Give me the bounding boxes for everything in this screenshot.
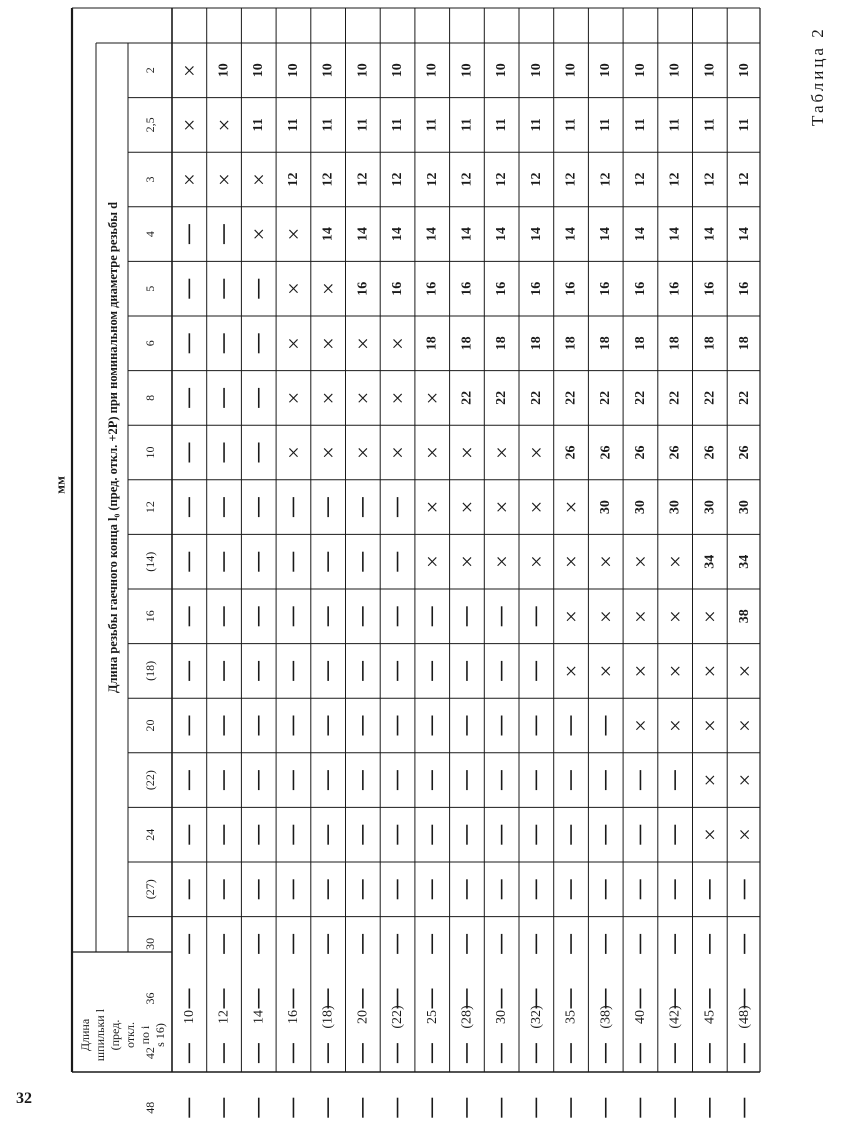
diameter-label: (22): [143, 770, 157, 791]
table-cell: 11: [667, 118, 683, 132]
cross-mark: ×: [703, 767, 717, 793]
table-cell: 11: [494, 118, 510, 132]
table-cell: 11: [390, 118, 406, 132]
table-cell: 10: [528, 63, 544, 78]
cross-mark: ×: [530, 549, 543, 575]
cross-mark: ×: [391, 330, 404, 356]
diameter-label: (27): [143, 879, 157, 900]
length-label: 14: [251, 1010, 267, 1024]
cross-mark: ×: [321, 330, 335, 356]
table-cell: 18: [632, 336, 648, 351]
table-cell: 10: [459, 63, 475, 78]
table-cell: 14: [702, 227, 718, 242]
cross-mark: ×: [183, 112, 196, 138]
table-cell: 14: [459, 227, 475, 242]
table-cell: 16: [737, 281, 753, 296]
table-cell: 11: [459, 118, 475, 132]
table-cell: 10: [251, 63, 267, 78]
table-cell: 12: [355, 172, 371, 187]
table-cell: 38: [737, 609, 753, 624]
diameter-label: 24: [143, 828, 157, 841]
cross-mark: ×: [287, 330, 300, 356]
diameter-label: 16: [143, 610, 157, 623]
table-cell: 10: [737, 63, 753, 78]
table-cell: 22: [667, 390, 683, 405]
table-cell: 34: [737, 554, 753, 569]
table-cell: 16: [355, 281, 371, 296]
table-cell: 10: [320, 63, 336, 78]
length-label: 25: [424, 1010, 440, 1024]
table-cell: 22: [737, 390, 753, 405]
table-cell: 10: [355, 63, 371, 78]
table-cell: 10: [494, 63, 510, 78]
table-cell: 30: [667, 500, 683, 515]
diameter-label: 8: [143, 394, 157, 401]
table-cell: 11: [355, 118, 371, 132]
table-cell: 30: [632, 500, 648, 515]
row-header-line: s 16): [153, 1023, 167, 1047]
table-cell: 11: [320, 118, 336, 132]
table-cell: 14: [494, 227, 510, 242]
length-label: 10: [181, 1010, 197, 1024]
cross-mark: ×: [599, 658, 612, 684]
cross-mark: ×: [668, 713, 682, 738]
table-cell: 11: [528, 118, 544, 132]
table-cell: 11: [702, 118, 718, 132]
table-cell: 18: [737, 336, 753, 351]
cross-mark: ×: [564, 494, 578, 520]
cross-mark: ×: [738, 767, 751, 793]
table-cell: 16: [528, 281, 544, 296]
cross-mark: ×: [703, 822, 717, 848]
table-cell: 16: [598, 281, 614, 296]
cross-mark: ×: [495, 549, 508, 575]
length-label: (48): [737, 1005, 753, 1029]
length-label: (38): [598, 1005, 614, 1029]
table-cell: 22: [494, 390, 510, 405]
cross-mark: ×: [356, 385, 370, 411]
cross-mark: ×: [634, 658, 647, 684]
table-cell: 18: [528, 336, 544, 351]
table-cell: 18: [702, 336, 718, 351]
cross-mark: ×: [564, 549, 578, 575]
table-cell: 12: [632, 172, 648, 187]
diameter-label: 3: [143, 176, 157, 183]
cross-mark: ×: [460, 440, 474, 465]
table-cell: 18: [424, 336, 440, 351]
cross-mark: ×: [217, 167, 231, 192]
table-cell: 16: [632, 281, 648, 296]
table-cell: 10: [285, 63, 301, 78]
table-cell: 22: [598, 390, 614, 405]
row-header-line: шпильки l: [93, 1008, 107, 1062]
table-cell: 10: [424, 63, 440, 78]
length-label: (18): [320, 1005, 336, 1029]
table-cell: 14: [632, 227, 648, 242]
table-cell: 30: [598, 500, 614, 515]
group-header-text: Длина резьбы гаечного конца l₀ (пред. откл. +2P) при номинальном диаметре резьбы d: [106, 201, 120, 694]
table-cell: 12: [494, 172, 510, 187]
cross-mark: ×: [217, 112, 231, 138]
table-cell: 30: [702, 500, 718, 515]
table-cell: 16: [390, 281, 406, 296]
length-label: 40: [632, 1010, 648, 1024]
table-cell: 34: [702, 554, 718, 569]
cross-mark: ×: [495, 440, 508, 465]
cross-mark: ×: [321, 385, 335, 411]
table-cell: 12: [667, 172, 683, 187]
table-cell: 14: [563, 227, 579, 242]
table-cell: 18: [459, 336, 475, 351]
cross-mark: ×: [321, 276, 335, 302]
cross-mark: ×: [426, 549, 439, 575]
row-header-line: по i: [138, 1025, 152, 1045]
table-cell: 22: [563, 390, 579, 405]
table-cell: 12: [459, 172, 475, 187]
row-header-line: Длина: [78, 1018, 92, 1052]
table-cell: 10: [598, 63, 614, 78]
length-label: (22): [390, 1005, 406, 1029]
table-cell: 12: [285, 172, 301, 187]
table-cell: 26: [632, 445, 648, 460]
table-cell: 14: [528, 227, 544, 242]
table-cell: 22: [528, 390, 544, 405]
cross-mark: ×: [530, 494, 543, 520]
table-cell: 16: [424, 281, 440, 296]
length-label: (42): [667, 1005, 683, 1029]
cross-mark: ×: [564, 603, 578, 629]
table-cell: 26: [667, 445, 683, 460]
table-cell: 12: [737, 172, 753, 187]
table-cell: 16: [563, 281, 579, 296]
cross-mark: ×: [634, 603, 647, 629]
table-cell: 14: [667, 227, 683, 242]
length-label: 35: [563, 1010, 579, 1024]
cross-mark: ×: [703, 713, 717, 738]
cross-mark: ×: [252, 221, 265, 247]
length-label: (32): [528, 1005, 544, 1029]
length-label: 16: [285, 1010, 301, 1024]
table-cell: 10: [390, 63, 406, 78]
table-cell: 16: [494, 281, 510, 296]
diameter-label: 2,5: [143, 117, 157, 133]
cross-mark: ×: [356, 330, 370, 356]
cross-mark: ×: [391, 440, 404, 465]
table-cell: 11: [737, 118, 753, 132]
cross-mark: ×: [703, 603, 717, 629]
table-grid: [72, 8, 760, 1072]
diameter-label: (14): [143, 551, 157, 572]
table-cell: 26: [737, 445, 753, 460]
table-cell: 12: [598, 172, 614, 187]
cross-mark: ×: [287, 440, 300, 465]
table-cell: 14: [598, 227, 614, 242]
length-label: 30: [494, 1010, 510, 1024]
table-cell: 18: [667, 336, 683, 351]
cross-mark: ×: [321, 440, 335, 465]
table-cell: 16: [667, 281, 683, 296]
cross-mark: ×: [391, 385, 404, 411]
row-header-line: откл.: [123, 1022, 137, 1048]
page-number: 32: [16, 1090, 32, 1107]
table-cell: 10: [563, 63, 579, 78]
cross-mark: ×: [183, 57, 196, 83]
cross-mark: ×: [668, 603, 682, 629]
cross-mark: ×: [738, 658, 751, 684]
cross-mark: ×: [668, 658, 682, 684]
table-cell: 12: [528, 172, 544, 187]
table-cell: 16: [702, 281, 718, 296]
cross-mark: ×: [564, 658, 578, 684]
cross-mark: ×: [287, 276, 300, 302]
unit-label: мм: [52, 476, 68, 494]
table-cell: 22: [702, 390, 718, 405]
cross-mark: ×: [426, 385, 439, 411]
table-cell: 11: [598, 118, 614, 132]
cross-mark: ×: [287, 221, 300, 247]
table-cell: 18: [494, 336, 510, 351]
length-label: (28): [459, 1005, 475, 1029]
cross-mark: ×: [738, 713, 751, 738]
cross-mark: ×: [426, 440, 439, 465]
cross-mark: ×: [495, 494, 508, 520]
table-cell: 18: [563, 336, 579, 351]
table-caption-text: Таблица 2: [808, 26, 827, 126]
table-cell: 30: [737, 500, 753, 515]
table-cell: 14: [424, 227, 440, 242]
table-cell: 12: [320, 172, 336, 187]
row-header-line: (пред.: [108, 1019, 122, 1051]
table-cell: 12: [563, 172, 579, 187]
diameter-label: 2: [143, 67, 157, 74]
table-cell: 11: [563, 118, 579, 132]
table-cell: 14: [355, 227, 371, 242]
table-cell: 14: [737, 227, 753, 242]
cross-mark: ×: [460, 549, 474, 575]
cross-mark: ×: [668, 549, 682, 575]
diameter-label: 42: [143, 1047, 157, 1060]
table-cell: 10: [667, 63, 683, 78]
cross-mark: ×: [634, 713, 647, 738]
cross-mark: ×: [460, 494, 474, 520]
table-cell: 26: [598, 445, 614, 460]
diameter-label: 10: [143, 446, 157, 459]
diameter-label: 20: [143, 719, 157, 732]
table-cell: 11: [285, 118, 301, 132]
diameter-label: 5: [143, 285, 157, 292]
cross-mark: ×: [426, 494, 439, 520]
table-cell: 12: [424, 172, 440, 187]
cross-mark: ×: [634, 549, 647, 575]
cross-mark: ×: [599, 603, 612, 629]
table-cell: 10: [632, 63, 648, 78]
table-cell: 22: [459, 390, 475, 405]
diameter-label: (18): [143, 660, 157, 681]
cross-mark: ×: [252, 167, 265, 192]
table-cell: 14: [320, 227, 336, 242]
diameter-label: 36: [143, 992, 157, 1005]
table-cell: 18: [598, 336, 614, 351]
cross-mark: ×: [183, 167, 196, 192]
length-label: 45: [702, 1010, 718, 1024]
table-cell: 16: [459, 281, 475, 296]
cross-mark: ×: [356, 440, 370, 465]
table-cell: 11: [251, 118, 267, 132]
diameter-label: 4: [143, 231, 157, 238]
table-cell: 26: [702, 445, 718, 460]
table-cell: 10: [702, 63, 718, 78]
diameter-label: 6: [143, 340, 157, 347]
table-cell: 12: [390, 172, 406, 187]
cross-mark: ×: [599, 549, 612, 575]
table-cell: 11: [424, 118, 440, 132]
length-label: 12: [216, 1010, 232, 1024]
table-cell: 22: [632, 390, 648, 405]
cross-mark: ×: [530, 440, 543, 465]
cross-mark: ×: [703, 658, 717, 684]
diameter-label: 12: [143, 501, 157, 514]
table-cell: 11: [632, 118, 648, 132]
table-cell: 14: [390, 227, 406, 242]
table-cell: 26: [563, 445, 579, 460]
cross-mark: ×: [287, 385, 300, 411]
diameter-label: 30: [143, 937, 157, 950]
diameter-label: 48: [143, 1101, 157, 1114]
table-cell: 10: [216, 63, 232, 78]
cross-mark: ×: [738, 822, 751, 848]
table-cell: 12: [702, 172, 718, 187]
table-labels: [53, 58, 753, 1118]
length-label: 20: [355, 1010, 371, 1024]
